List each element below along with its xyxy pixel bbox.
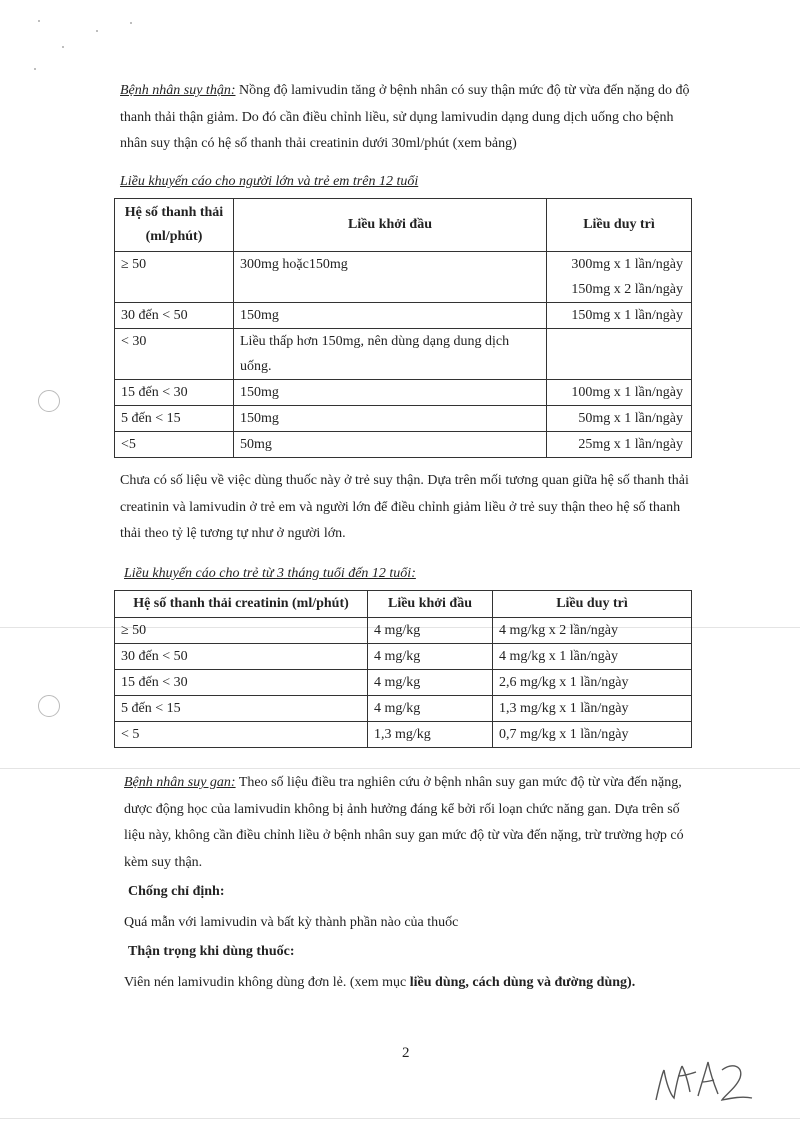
scan-dot xyxy=(130,22,132,24)
cell-clearance: 5 đến < 15 xyxy=(115,696,368,722)
scan-dot xyxy=(38,20,40,22)
cell-maintenance-line2: 150mg x 2 lần/ngày xyxy=(571,282,683,297)
cell-maintenance: 4 mg/kg x 2 lần/ngày xyxy=(493,618,692,644)
cell-maintenance: 150mg x 1 lần/ngày xyxy=(547,303,692,329)
table-row xyxy=(115,644,692,670)
cell-clearance: 30 đến < 50 xyxy=(115,644,368,670)
precautions-text-before: Viên nén lamivudin không dùng đơn lẻ. (xem mục xyxy=(124,975,410,990)
children-paragraph: Chưa có số liệu về việc dùng thuốc này ở trẻ suy thận. Dựa trên mối tương quan giữa hệ số thanh thải creatinin và lamivudin ở trẻ em và người lớn để điều chỉnh giảm liều ở trẻ suy thận theo hệ số thanh thải theo tỷ lệ tương tự như ở người lớn. xyxy=(120,473,689,541)
cell-clearance: 15 đến < 30 xyxy=(115,670,368,696)
renal-text: Nồng độ lamivudin tăng ở bệnh nhân có suy thận mức độ từ vừa đến nặng do độ thanh thải thận giảm. Do đó cần điều chỉnh liều, sử dụng lamivudin dạng dung dịch uống cho bệnh nhân suy thận có hệ số thanh thải creatinin dưới 30ml/phút (xem bảng) xyxy=(120,83,690,151)
cell-initial: 4 mg/kg xyxy=(368,670,493,696)
hepatic-paragraph xyxy=(124,770,690,876)
cell-maintenance: 2,6 mg/kg x 1 lần/ngày xyxy=(493,670,692,696)
cell-clearance: ≥ 50 xyxy=(115,252,234,303)
table-row xyxy=(115,432,692,458)
cell-initial: 50mg xyxy=(234,432,547,458)
cell-maintenance: 1,3 mg/kg x 1 lần/ngày xyxy=(493,696,692,722)
table-row xyxy=(115,329,692,380)
cell-maintenance: 4 mg/kg x 1 lần/ngày xyxy=(493,644,692,670)
cell-clearance: <5 xyxy=(115,432,234,458)
table-row xyxy=(115,380,692,406)
cell-maintenance: 0,7 mg/kg x 1 lần/ngày xyxy=(493,722,692,748)
page-number: 2 xyxy=(402,1045,410,1061)
table-row xyxy=(115,252,692,303)
cell-clearance: 5 đến < 15 xyxy=(115,406,234,432)
renal-paragraph xyxy=(120,78,690,158)
cell-initial: 150mg xyxy=(234,303,547,329)
header-maintenance: Liều duy trì xyxy=(547,199,692,252)
cell-initial: Liều thấp hơn 150mg, nên dùng dạng dung dịch uống. xyxy=(234,329,547,380)
precautions-bold-ref: liều dùng, cách dùng và đường dùng). xyxy=(409,975,636,990)
cell-clearance: < 30 xyxy=(115,329,234,380)
renal-label: Bệnh nhân suy thận: xyxy=(120,83,236,98)
table-row xyxy=(115,406,692,432)
cell-initial: 4 mg/kg xyxy=(368,618,493,644)
cell-initial: 4 mg/kg xyxy=(368,696,493,722)
header-initial: Liều khởi đầu xyxy=(234,199,547,252)
header-initial: Liều khởi đầu xyxy=(368,591,493,618)
hepatic-text: Theo số liệu điều tra nghiên cứu ở bệnh nhân suy gan mức độ từ vừa đến nặng, dược động học của lamivudin không bị ảnh hưởng đáng kể bởi rối loạn chức năng gan. Dựa trên số liệu này, không cần điều chỉnh liều ở bệnh nhân suy gan mức độ từ vừa đến nặng, trừ trường hợp có kèm suy thận. xyxy=(124,775,684,870)
scan-dot xyxy=(96,30,98,32)
cell-maintenance: 25mg x 1 lần/ngày xyxy=(547,432,692,458)
header-clearance: Hệ số thanh thải creatinin (ml/phút) xyxy=(115,591,368,618)
adult-dosage-table xyxy=(114,198,692,458)
table-header-row xyxy=(115,199,692,252)
punch-hole-icon xyxy=(38,390,60,412)
table-header-row xyxy=(115,591,692,618)
table-row xyxy=(115,722,692,748)
cell-maintenance xyxy=(547,252,692,303)
cell-clearance: < 5 xyxy=(115,722,368,748)
child-dosage-table xyxy=(114,590,692,748)
scan-dot xyxy=(62,46,64,48)
hepatic-label: Bệnh nhân suy gan: xyxy=(124,775,236,790)
table-row xyxy=(115,670,692,696)
cell-initial: 1,3 mg/kg xyxy=(368,722,493,748)
cell-initial: 300mg hoặc150mg xyxy=(234,252,547,303)
cell-clearance: ≥ 50 xyxy=(115,618,368,644)
scan-line xyxy=(0,768,800,769)
signature-icon xyxy=(648,1052,758,1112)
cell-initial: 150mg xyxy=(234,380,547,406)
table-row xyxy=(115,303,692,329)
cell-initial: 150mg xyxy=(234,406,547,432)
cell-clearance: 15 đến < 30 xyxy=(115,380,234,406)
contraindications-heading: Chống chỉ định: xyxy=(128,884,225,899)
cell-maintenance: 50mg x 1 lần/ngày xyxy=(547,406,692,432)
child-table-caption: Liều khuyến cáo cho trẻ từ 3 tháng tuổi đến 12 tuổi: xyxy=(124,566,416,581)
cell-initial: 4 mg/kg xyxy=(368,644,493,670)
table-row xyxy=(115,696,692,722)
punch-hole-icon xyxy=(38,695,60,717)
header-maintenance: Liều duy trì xyxy=(493,591,692,618)
adult-table-caption: Liều khuyến cáo cho người lớn và trẻ em trên 12 tuổi xyxy=(120,174,419,189)
cell-maintenance: 100mg x 1 lần/ngày xyxy=(547,380,692,406)
cell-maintenance-line1: 300mg x 1 lần/ngày xyxy=(571,257,683,272)
scan-line xyxy=(0,1118,800,1119)
contraindications-text: Quá mẫn với lamivudin và bất kỳ thành phần nào của thuốc xyxy=(124,915,459,930)
scan-dot xyxy=(34,68,36,70)
precautions-heading: Thận trọng khi dùng thuốc: xyxy=(128,944,295,959)
cell-clearance: 30 đến < 50 xyxy=(115,303,234,329)
precautions-text xyxy=(124,970,704,997)
table-row xyxy=(115,618,692,644)
cell-maintenance xyxy=(547,329,692,380)
header-clearance: Hệ số thanh thải (ml/phút) xyxy=(115,199,234,252)
